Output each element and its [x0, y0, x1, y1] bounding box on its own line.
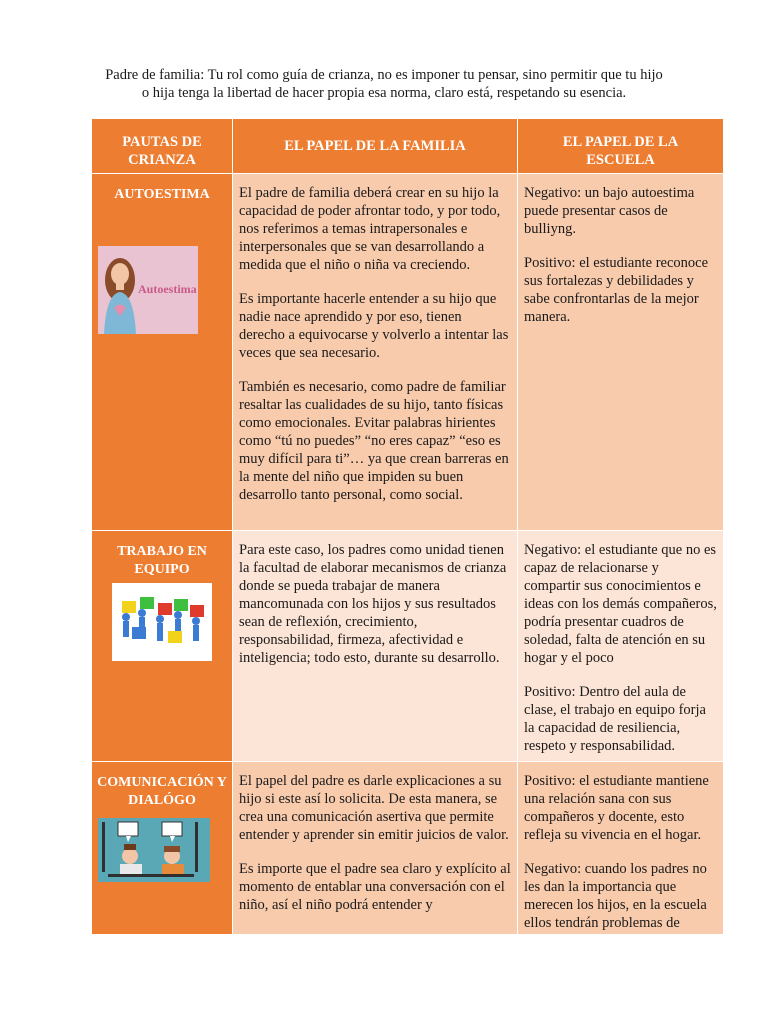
escuela-cell-autoestima — [518, 174, 724, 531]
table-row — [92, 531, 724, 762]
escuela-paragraph: Positivo: Dentro del aula de clase, el trabajo en equipo forja la capacidad de resiliencia, respeto y responsabilidad. — [524, 684, 706, 754]
familia-paragraph: Es importe que el padre sea claro y explícito al momento de entablar una conversación con el niño, así el niño podrá entender y — [239, 861, 511, 913]
intro-text — [70, 66, 698, 102]
familia-paragraph: También es necesario, como padre de familiar resaltar las cualidades de su hijo, tanto físicas como emocionales. Evitar palabras hirientes como “tú no puedes” “no eres capaz” “eso es muy difícil para ti”… ya que crean barreras en la mente del niño que impiden su buen desarrollo tanto personal, como social. — [239, 379, 509, 503]
escuela-paragraph: Negativo: el estudiante que no es capaz de relacionarse y compartir sus conocimientos e ideas con los demás compañeros, podría presentar cuadros de soledad, falta de atención en su hogar y el poco — [524, 542, 717, 666]
familia-paragraph: Para este caso, los padres como unidad tienen la facultad de elaborar mecanismos de crianza donde se pueda trabajar de manera mancomunada con los hijos y sus resultados sean de reflexión, crecimiento, responsabilidad, firmeza, afectividad e inteligencia; todo esto, durante su desarrollo. — [239, 542, 507, 666]
familia-paragraph: El padre de familia deberá crear en su hijo la capacidad de poder afrontar todo, y por todo, nos referimos a temas intrapersonales e interpersonales que se van desarrollando a medida que el niño o niña va creciendo. — [239, 185, 501, 273]
escuela-paragraph: Positivo: el estudiante reconoce sus fortalezas y debilidades y sabe confrontarlas de la mejor manera. — [524, 255, 709, 325]
parenting-guidelines-table — [91, 118, 724, 935]
familia-cell-trabajo — [233, 531, 518, 762]
familia-cell-autoestima — [233, 174, 518, 531]
familia-paragraph: El papel del padre es darle explicaciones a su hijo si este así lo solicita. De esta manera, se crea una comunicación asertiva que permite entender y aprender sin emitir juicios de valor. — [239, 773, 509, 843]
header-familia: EL PAPEL DE LA FAMILIA — [233, 119, 518, 174]
intro-line-1: Padre de familia: Tu rol como guía de crianza, no es imponer tu pensar, sino permitir que tu hijo — [105, 67, 663, 83]
autoestima-illustration — [98, 246, 198, 334]
escuela-paragraph: Negativo: cuando los padres no les dan la importancia que merecen los hijos, en la escuela ellos tendrán problemas de — [524, 861, 707, 931]
escuela-paragraph: Negativo: un bajo autoestima puede presentar casos de bulliyng. — [524, 185, 695, 237]
category-cell-autoestima — [92, 174, 233, 531]
familia-paragraph: Es importante hacerle entender a su hijo que nadie nace aprendido y por eso, tienen derecho a equivocarse y volverlo a intentar las veces que sea necesario. — [239, 291, 509, 361]
table-row — [92, 174, 724, 531]
familia-cell-comunicacion — [233, 762, 518, 935]
teamwork-puzzle-illustration — [112, 583, 212, 661]
illustration-caption: Autoestima — [138, 282, 197, 296]
category-cell-comunicacion — [92, 762, 233, 935]
dialogue-illustration — [98, 818, 210, 882]
table-header-row — [92, 119, 724, 174]
table-row — [92, 762, 724, 935]
escuela-cell-trabajo — [518, 531, 724, 762]
category-label: AUTOESTIMA — [114, 187, 210, 202]
category-label: TRABAJO EN EQUIPO — [117, 544, 207, 577]
escuela-paragraph: Positivo: el estudiante mantiene una relación sana con sus compañeros y docente, esto refleja su vivencia en el hogar. — [524, 773, 709, 843]
category-label: COMUNICACIÓN Y DIALÓGO — [97, 775, 227, 808]
intro-line-2: o hija tenga la libertad de hacer propia esa norma, claro está, respetando su esencia. — [141, 85, 627, 101]
header-escuela: EL PAPEL DE LA ESCUELA — [518, 119, 724, 174]
header-pautas: PAUTAS DE CRIANZA — [92, 119, 233, 174]
category-cell-trabajo — [92, 531, 233, 762]
escuela-cell-comunicacion — [518, 762, 724, 935]
